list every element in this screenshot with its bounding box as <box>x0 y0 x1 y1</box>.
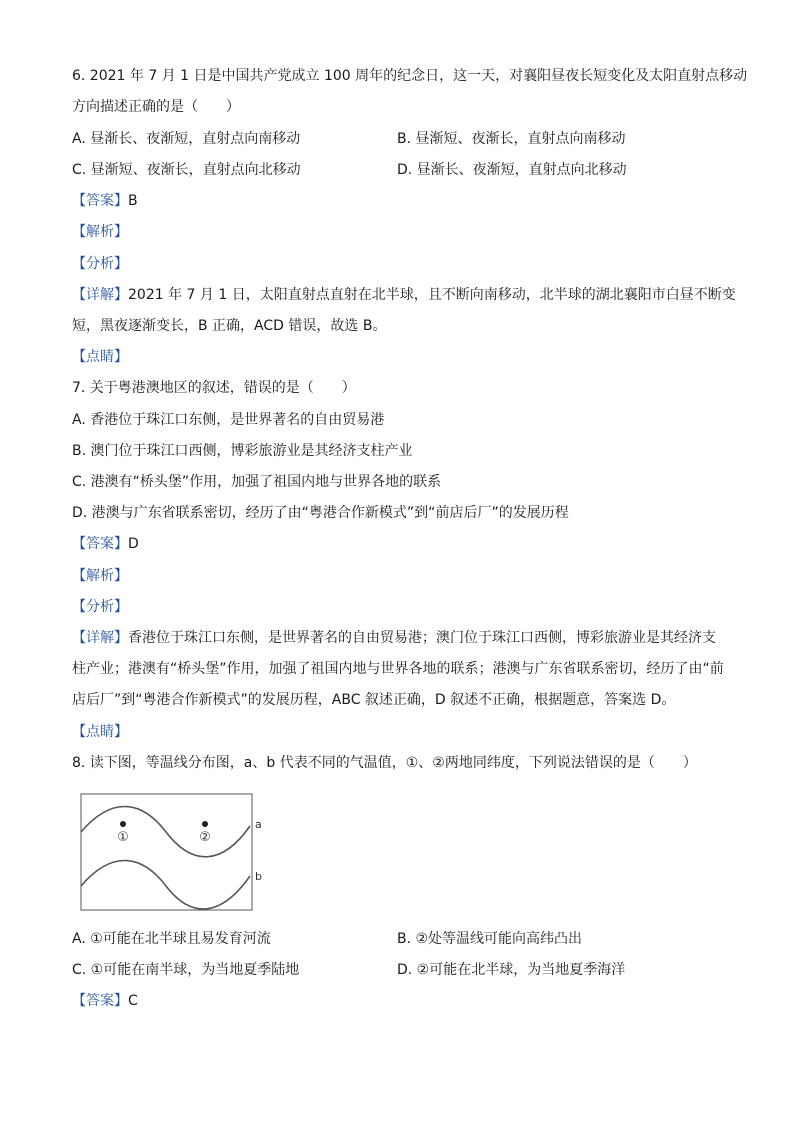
isotherm-figure <box>80 790 270 918</box>
q6-option-a: A. 昼渐长、夜渐短，直射点向南移动 <box>72 131 301 147</box>
isotherm-b-label: b <box>255 870 262 883</box>
isotherm-a-label: a <box>255 818 262 831</box>
isotherm-b <box>81 861 250 909</box>
point-1-label: ① <box>117 830 129 845</box>
q8-option-d: D. ②可能在北半球，为当地夏季海洋 <box>397 962 626 978</box>
point-2-label: ② <box>199 830 211 845</box>
q6-analysis-tag: 【解析】 <box>72 224 128 240</box>
q6-detail-line1: 【详解】2021 年 7 月 1 日，太阳直射点直射在北半球，且不断向南移动，北半球的湖北襄阳市白昼不断变 <box>72 287 736 303</box>
q6-option-b: B. 昼渐短、夜渐长，直射点向南移动 <box>397 131 626 147</box>
q6-option-d: D. 昼渐长、夜渐短，直射点向北移动 <box>397 162 627 178</box>
q7-analysis-tag: 【解析】 <box>72 568 128 584</box>
q7-option-a: A. 香港位于珠江口东侧，是世界著名的自由贸易港 <box>72 412 385 428</box>
q8-option-b: B. ②处等温线可能向高纬凸出 <box>397 931 583 947</box>
q7-detail-line2: 柱产业；港澳有“桥头堡”作用，加强了祖国内地与世界各地的联系；港澳与广东省联系密切，经历了由“前 <box>72 661 724 677</box>
q7-option-b: B. 澳门位于珠江口西侧，博彩旅游业是其经济支柱产业 <box>72 443 413 459</box>
answer-tag: 【答案】 <box>72 193 128 209</box>
q8-answer: 【答案】C <box>72 993 138 1009</box>
q7-detail-line3: 店后厂”到“粤港合作新模式”的发展历程，ABC 叙述正确，D 叙述不正确，根据题意，答案选 D。 <box>72 692 676 708</box>
point-2-dot <box>202 821 208 827</box>
q6-comment-tag: 【点睛】 <box>72 349 128 365</box>
q7-answer: 【答案】D <box>72 536 139 552</box>
q8-option-a: A. ①可能在北半球且易发育河流 <box>72 931 271 947</box>
point-1-dot <box>120 821 126 827</box>
q7-stem: 7. 关于粤港澳地区的叙述，错误的是（ ） <box>72 380 356 396</box>
q6-stem-line1: 6. 2021 年 7 月 1 日是中国共产党成立 100 周年的纪念日，这一天，对襄阳昼夜长短变化及太阳直射点移动 <box>72 68 748 84</box>
q7-breakdown-tag: 【分析】 <box>72 599 128 615</box>
q6-stem-line2: 方向描述正确的是（ ） <box>72 99 240 115</box>
q7-comment-tag: 【点睛】 <box>72 724 128 740</box>
q8-option-c: C. ①可能在南半球，为当地夏季陆地 <box>72 962 300 978</box>
q8-stem: 8. 读下图，等温线分布图，a、b 代表不同的气温值，①、②两地同纬度，下列说法错误的是（ ） <box>72 755 697 771</box>
q7-detail-line1: 【详解】香港位于珠江口东侧，是世界著名的自由贸易港；澳门位于珠江口西侧，博彩旅游业是其经济支 <box>72 630 716 646</box>
q6-breakdown-tag: 【分析】 <box>72 256 128 272</box>
isotherm-a <box>81 807 250 857</box>
q6-option-c: C. 昼渐短、夜渐长，直射点向北移动 <box>72 162 301 178</box>
q7-option-d: D. 港澳与广东省联系密切，经历了由“粤港合作新模式”到“前店后厂”的发展历程 <box>72 505 569 521</box>
q6-detail-line2: 短，黑夜逐渐变长，B 正确，ACD 错误，故选 B。 <box>72 318 387 334</box>
q6-answer: 【答案】B <box>72 193 138 209</box>
q7-option-c: C. 港澳有“桥头堡”作用，加强了祖国内地与世界各地的联系 <box>72 474 442 490</box>
